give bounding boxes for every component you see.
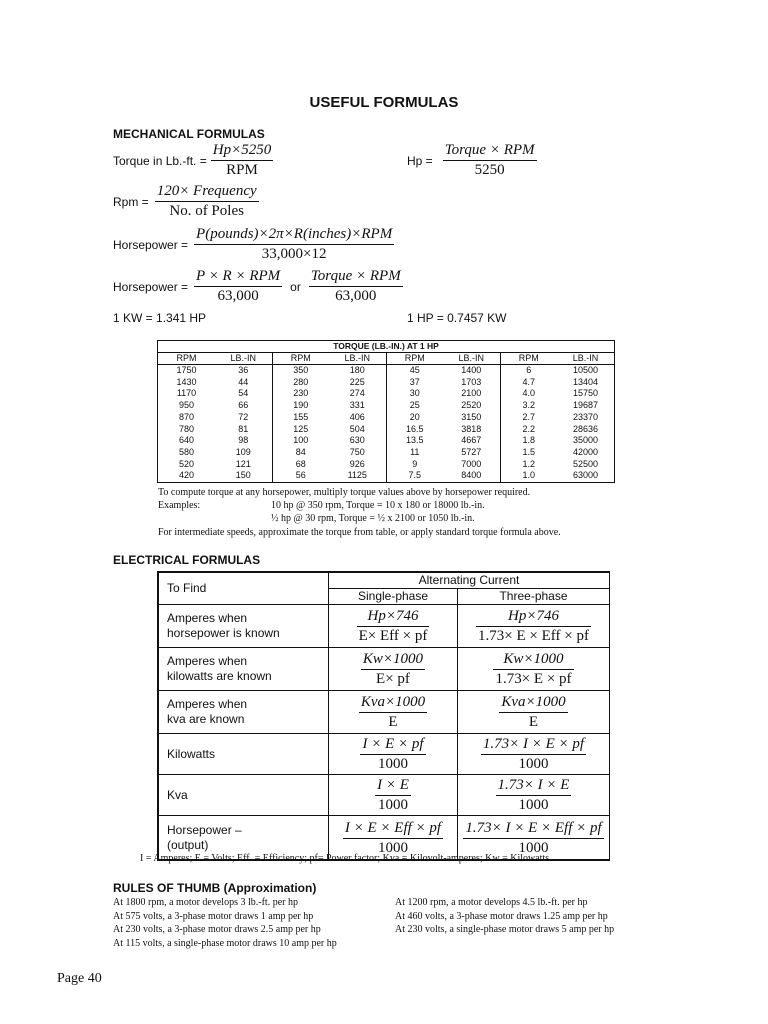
three-phase-formula <box>499 694 567 731</box>
hp-denominator: 5250 <box>474 162 505 178</box>
to-find-cell <box>159 691 329 734</box>
col-header: RPM <box>386 353 443 365</box>
table-cell: 2.2 <box>500 424 557 436</box>
to-find-line: horsepower is known <box>167 626 280 640</box>
single-phase-formula-numerator: I × E × Eff × pf <box>344 819 442 836</box>
three-phase-formula <box>481 736 586 773</box>
hp-label: Hp = <box>407 153 433 168</box>
formula-row <box>159 775 610 816</box>
horsepower-label: Horsepower = <box>113 237 189 252</box>
to-find-line: Horsepower – <box>167 822 242 837</box>
three-phase-header: Three-phase <box>458 589 610 605</box>
fraction-bar <box>496 795 572 796</box>
table-cell: 56 <box>272 470 329 482</box>
table-cell: 780 <box>178 423 195 434</box>
three-phase-cell <box>458 605 610 648</box>
table-cell: 125 <box>272 424 329 436</box>
torque-table <box>157 340 615 483</box>
page-number: Page 40 <box>57 971 102 986</box>
horsepower-label: Horsepower = <box>113 279 189 294</box>
single-phase-formula-denominator: 1000 <box>378 797 408 813</box>
single-phase-formula <box>359 694 427 731</box>
table-cell: 406 <box>349 411 365 422</box>
single-phase-formula-denominator: E <box>388 714 398 730</box>
three-phase-formula-denominator: 1000 <box>518 797 549 813</box>
fraction-bar <box>443 160 537 161</box>
single-phase-formula-denominator: E× pf <box>376 671 410 687</box>
horsepower-denominator-2a: 63,000 <box>217 288 259 304</box>
single-phase-cell <box>329 648 458 691</box>
single-phase-formula-numerator: Kva×1000 <box>360 694 426 710</box>
table-cell: 52500 <box>572 458 599 469</box>
table-row <box>158 470 614 482</box>
rpm-fraction <box>155 183 259 220</box>
table-cell: 1.5 <box>500 447 557 459</box>
table-cell: 84 <box>272 447 329 459</box>
col-header: RPM <box>158 353 215 365</box>
horsepower-formula-1 <box>113 226 398 263</box>
table-cell: 230 <box>272 388 329 400</box>
rule-item: At 460 volts, a 3-phase motor draws 1.25 amp per hp <box>395 910 608 922</box>
table-cell: 23370 <box>572 411 599 422</box>
table-cell: 81 <box>238 423 249 434</box>
single-phase-cell <box>329 775 458 816</box>
torque-label: Torque in Lb.-ft. = <box>113 153 207 168</box>
table-cell: 1170 <box>176 388 197 399</box>
to-find-line: Kilowatts <box>167 746 216 761</box>
three-phase-formula <box>463 820 603 857</box>
table-cell: 190 <box>272 400 329 412</box>
table-row <box>158 400 614 412</box>
fraction-bar <box>359 712 427 713</box>
single-phase-formula <box>361 651 425 688</box>
single-phase-formula <box>343 820 443 857</box>
table-cell: 3150 <box>461 411 482 422</box>
to-find-line: kva are known <box>167 712 245 726</box>
rules-heading: RULES OF THUMB (Approximation) <box>113 881 317 895</box>
table-cell: 63000 <box>572 470 599 481</box>
horsepower-numerator-2b: Torque × RPM <box>310 268 401 284</box>
table-cell: 926 <box>349 458 365 469</box>
table-cell: 13.5 <box>386 435 443 447</box>
hp-conversion: 1 HP = 0.7457 KW <box>407 311 507 325</box>
torque-numerator: Hp×5250 <box>212 142 272 158</box>
three-phase-formula <box>493 651 573 688</box>
electrical-table <box>157 571 610 861</box>
table-row <box>158 459 614 471</box>
single-phase-formula <box>360 736 425 773</box>
table-cell: 1703 <box>461 376 482 387</box>
table-cell: 280 <box>272 377 329 389</box>
electrical-legend: I = Amperes; E = Volts; Eff. = Efficiency; pf= Power factor; Kva = Kilovolt-amperes; Kw = Kilowatts <box>140 853 550 864</box>
table-row <box>158 447 614 459</box>
table-cell: 6 <box>500 365 557 377</box>
single-phase-formula <box>375 777 411 814</box>
table-row <box>158 388 614 400</box>
horsepower-numerator-1: P(pounds)×2π×R(inches)×RPM <box>196 226 393 242</box>
table-cell: 10500 <box>572 365 599 375</box>
rpm-formula <box>113 183 263 220</box>
table-cell: 7000 <box>461 458 482 469</box>
single-phase-formula-numerator: I × E × pf <box>362 736 424 752</box>
table-cell: 155 <box>272 412 329 424</box>
three-phase-cell <box>458 734 610 775</box>
table-cell: 25 <box>386 400 443 412</box>
table-row <box>158 435 614 447</box>
table-cell: 100 <box>272 435 329 447</box>
rule-item: At 230 volts, a 3-phase motor draws 2.5 amp per hp <box>113 924 321 935</box>
fraction-bar <box>463 838 603 839</box>
fraction-bar <box>211 160 273 161</box>
table-cell: 274 <box>349 388 365 399</box>
rule-item: At 1800 rpm, a motor develops 3 lb.-ft. per hp <box>113 897 298 908</box>
single-phase-formula-numerator: Kw×1000 <box>362 651 424 667</box>
three-phase-formula-numerator: 1.73× I × E <box>497 777 570 793</box>
single-phase-formula-numerator: Hp×746 <box>367 608 419 624</box>
table-row <box>158 424 614 436</box>
single-phase-formula-numerator: I × E <box>377 777 409 793</box>
formula-row <box>159 691 610 734</box>
fraction-bar <box>481 754 586 755</box>
to-find-line: Kva <box>167 787 188 802</box>
fraction-bar <box>194 244 394 245</box>
to-find-cell <box>159 605 329 648</box>
table-cell: 331 <box>349 400 365 411</box>
table-cell: 72 <box>238 411 249 422</box>
to-find-line: kilowatts are known <box>167 669 272 683</box>
single-phase-cell <box>329 605 458 648</box>
fraction-bar <box>476 626 591 627</box>
table-cell: 36 <box>238 365 249 375</box>
table-cell: 109 <box>235 446 251 457</box>
single-phase-formula-denominator: E× Eff × pf <box>358 628 428 644</box>
fraction-bar <box>493 669 573 670</box>
formula-row <box>159 605 610 648</box>
table-row <box>158 412 614 424</box>
torque-fraction <box>211 142 273 179</box>
table-cell: 580 <box>178 446 195 457</box>
torque-table-title: TORQUE (LB.-IN.) AT 1 HP <box>158 341 614 353</box>
to-find-line: Amperes when <box>167 654 248 668</box>
table-cell: 44 <box>238 376 249 387</box>
examples-label: Examples: <box>158 500 201 511</box>
kw-conversion: 1 KW = 1.341 HP <box>113 311 207 325</box>
col-header: LB.-IN <box>443 353 500 365</box>
three-phase-formula-numerator: Kw×1000 <box>503 651 564 667</box>
table-cell: 1750 <box>176 365 197 375</box>
table-cell: 1400 <box>461 365 482 375</box>
table-cell: 66 <box>238 400 249 411</box>
table-cell: 54 <box>238 388 249 399</box>
table-cell: 180 <box>349 365 365 375</box>
single-phase-formula-denominator: 1000 <box>377 839 408 856</box>
table-cell: 520 <box>178 458 195 469</box>
or-label: or <box>290 279 301 294</box>
table-cell: 1125 <box>347 470 367 481</box>
col-header: LB.-IN <box>329 353 386 365</box>
table-cell: 37 <box>386 377 443 389</box>
fraction-bar <box>357 626 430 627</box>
table-cell: 2100 <box>461 388 482 399</box>
table-cell: 7.5 <box>386 470 443 482</box>
rules-right <box>395 896 614 937</box>
three-phase-formula-numerator: Kva×1000 <box>501 694 566 710</box>
mechanical-heading: MECHANICAL FORMULAS <box>113 127 265 141</box>
single-phase-header: Single-phase <box>329 589 458 605</box>
table-cell: 45 <box>386 365 443 377</box>
alternating-current-header: Alternating Current <box>329 573 610 589</box>
table-row <box>158 365 614 377</box>
table-cell: 4667 <box>461 435 482 446</box>
to-find-cell <box>159 775 329 816</box>
fraction-bar <box>309 286 403 287</box>
example-1: 10 hp @ 350 rpm, Torque = 10 x 180 or 18000 lb.-in. <box>271 500 485 511</box>
hp-formula <box>407 142 541 179</box>
table-cell: 950 <box>178 400 195 411</box>
table-cell: 225 <box>349 376 365 387</box>
rule-item: At 1200 rpm, a motor develops 4.5 lb.-ft. per hp <box>395 897 588 908</box>
horsepower-numerator-2a: P × R × RPM <box>196 268 281 284</box>
rule-item: At 230 volts, a single-phase motor draws 5 amp per hp <box>395 924 615 935</box>
col-header: RPM <box>272 353 329 365</box>
single-phase-formula-denominator: 1000 <box>377 756 408 772</box>
table-cell: 3818 <box>461 423 482 434</box>
table-cell: 150 <box>235 470 251 481</box>
horsepower-fraction-2a <box>194 268 282 305</box>
three-phase-formula-denominator: 1.73× E × Eff × pf <box>478 628 589 644</box>
example-2: ½ hp @ 30 rpm, Torque = ½ x 2100 or 1050 lb.-in. <box>271 513 475 524</box>
horsepower-denominator-2b: 63,000 <box>335 288 377 304</box>
table-cell: 11 <box>386 447 443 459</box>
table-cell: 42000 <box>572 446 599 457</box>
horsepower-formula-2 <box>113 268 407 305</box>
to-find-line: Amperes when <box>167 697 248 711</box>
fraction-bar <box>155 201 259 202</box>
table-cell: 4.0 <box>500 388 557 400</box>
formula-row <box>159 648 610 691</box>
table-cell: 20 <box>386 412 443 424</box>
rpm-denominator: No. of Poles <box>169 203 244 219</box>
rpm-label: Rpm = <box>113 194 149 209</box>
table-row <box>158 377 614 389</box>
to-find-line: Amperes when <box>167 611 248 625</box>
torque-denominator: RPM <box>226 162 258 178</box>
fraction-bar <box>194 286 282 287</box>
table-cell: 15750 <box>572 388 599 399</box>
table-cell: 19687 <box>572 400 599 411</box>
table-cell: 750 <box>349 446 365 457</box>
table-cell: 5727 <box>461 446 482 457</box>
to-find-header: To Find <box>159 573 329 605</box>
horsepower-denominator-1: 33,000×12 <box>261 246 327 262</box>
torque-table-header <box>158 353 614 365</box>
table-cell: 68 <box>272 459 329 471</box>
rule-item: At 115 volts, a single-phase motor draws 10 amp per hp <box>113 937 337 949</box>
table-cell: 121 <box>235 458 251 469</box>
single-phase-formula <box>357 608 430 645</box>
formula-row <box>159 734 610 775</box>
torque-formula <box>113 142 277 179</box>
table-cell: 16.5 <box>386 424 443 436</box>
table-cell: 870 <box>178 411 195 422</box>
three-phase-formula-numerator: Hp×746 <box>508 608 559 624</box>
table-cell: 420 <box>178 470 195 481</box>
three-phase-cell <box>458 775 610 816</box>
table-cell: 350 <box>272 365 329 377</box>
table-cell: 1.2 <box>500 459 557 471</box>
table-cell: 640 <box>178 435 195 446</box>
single-phase-cell <box>329 734 458 775</box>
rule-item: At 575 volts, a 3-phase motor draws 1 amp per hp <box>113 910 314 922</box>
to-find-cell <box>159 734 329 775</box>
fraction-bar <box>499 712 567 713</box>
col-header: RPM <box>500 353 557 365</box>
hp-fraction <box>443 142 537 179</box>
three-phase-formula-denominator: 1.73× E × pf <box>495 671 572 687</box>
three-phase-formula-numerator: 1.73× I × E × pf <box>482 736 585 752</box>
rpm-numerator: 120× Frequency <box>156 183 257 199</box>
table-cell: 98 <box>238 435 249 446</box>
table-cell: 9 <box>386 459 443 471</box>
fraction-bar <box>343 838 443 839</box>
table-cell: 1.0 <box>500 470 557 482</box>
to-find-line: (output) <box>167 837 209 852</box>
table-cell: 35000 <box>572 435 599 446</box>
three-phase-formula <box>496 777 572 814</box>
fraction-bar <box>375 795 411 796</box>
three-phase-formula <box>476 608 591 645</box>
intermediate-note: For intermediate speeds, approximate the torque from table, or apply standard torque formula above. <box>158 527 561 538</box>
table-cell: 2.7 <box>500 412 557 424</box>
horsepower-fraction-1 <box>194 226 394 263</box>
three-phase-cell <box>458 691 610 734</box>
single-phase-cell <box>329 691 458 734</box>
three-phase-formula-numerator: 1.73× I × E × Eff × pf <box>465 819 602 836</box>
table-cell: 30 <box>386 388 443 400</box>
page-title: USEFUL FORMULAS <box>309 94 459 111</box>
table-cell: 504 <box>349 423 365 434</box>
horsepower-fraction-2b <box>309 268 403 305</box>
table-cell: 3.2 <box>500 400 557 412</box>
three-phase-formula-denominator: 1000 <box>518 839 549 856</box>
table-cell: 4.7 <box>500 377 557 389</box>
table-cell: 1.8 <box>500 435 557 447</box>
col-header: LB.-IN <box>557 353 614 365</box>
three-phase-cell <box>458 648 610 691</box>
electrical-heading: ELECTRICAL FORMULAS <box>113 553 261 567</box>
three-phase-formula-denominator: E <box>528 714 539 730</box>
fraction-bar <box>360 754 425 755</box>
table-cell: 28636 <box>572 423 599 434</box>
table-cell: 1430 <box>176 376 197 387</box>
table-cell: 13404 <box>572 376 599 387</box>
to-find-cell <box>159 648 329 691</box>
fraction-bar <box>361 669 425 670</box>
table-cell: 2520 <box>461 400 482 411</box>
hp-numerator: Torque × RPM <box>444 142 535 158</box>
three-phase-formula-denominator: 1000 <box>518 756 549 772</box>
col-header: LB.-IN <box>215 353 272 365</box>
table-cell: 630 <box>349 435 365 446</box>
table-cell: 8400 <box>461 470 482 481</box>
rules-left <box>113 896 337 950</box>
torque-note: To compute torque at any horsepower, multiply torque values above by horsepower required. <box>158 487 531 498</box>
